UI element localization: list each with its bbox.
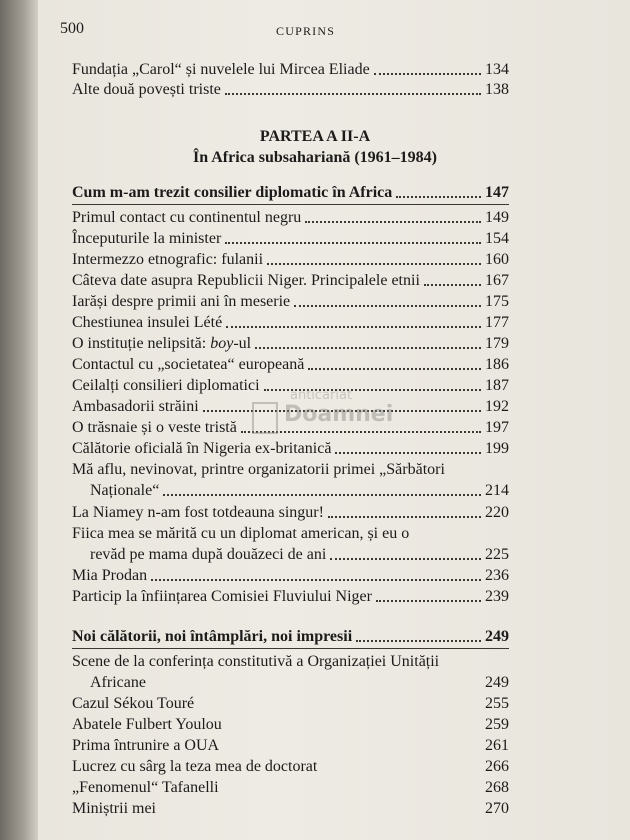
toc-entry (90, 673, 509, 692)
leader-dots (225, 93, 481, 95)
toc-entry-page: 192 (485, 398, 509, 415)
leader-dots (374, 73, 481, 75)
toc-entry (72, 80, 509, 99)
toc-entry-title-line1: Scene de la conferința constitutivă a Organizației Unității (72, 653, 440, 670)
leader-dots (225, 242, 481, 244)
section-rule (72, 204, 509, 205)
toc-entry-title-line1: Mă aflu, nevinovat, printre organizatorii primei „Sărbători (72, 461, 445, 478)
toc-entry-page: 266 (485, 758, 509, 775)
title-part: -ul (233, 335, 252, 352)
toc-entry-page: 197 (485, 419, 509, 436)
leader-dots (294, 305, 481, 307)
toc-entry-page: 187 (485, 377, 509, 394)
section-rule (72, 648, 509, 649)
leader-dots (356, 640, 481, 642)
title-italic: boy (210, 335, 234, 352)
toc-entry (72, 271, 509, 290)
toc-entry-title-line2: Africane (90, 674, 146, 691)
toc-entry-page: 225 (485, 546, 509, 563)
toc-entry-title: Prima întrunire a OUA (72, 737, 220, 754)
toc-entry-title: Ambasadorii străini (72, 398, 199, 415)
toc-entry-title: Abatele Fulbert Youlou (72, 716, 222, 733)
leader-dots (376, 600, 481, 602)
toc-entry-page: 160 (485, 251, 509, 268)
toc-entry-page: 134 (485, 61, 509, 78)
toc-entry (72, 503, 509, 522)
leader-dots (163, 494, 481, 496)
toc-entry (72, 355, 509, 374)
title-part: O instituție nelipsită: (72, 335, 211, 352)
leader-dots (330, 558, 481, 560)
toc-entry-title: Intermezzo etnografic: fulanii (72, 251, 264, 268)
toc-entry-page: 214 (485, 482, 509, 499)
toc-entry (72, 250, 509, 269)
part-title: PARTEA A II-A (259, 128, 371, 145)
toc-entry-page: 220 (485, 504, 509, 521)
toc-entry-page: 270 (485, 800, 509, 817)
toc-entry-title: La Niamey n-am fost totdeauna singur! (72, 504, 324, 521)
toc-entry-title: „Fenomenul“ Tafanelli (72, 779, 219, 796)
leader-dots (305, 221, 481, 223)
book-spine-shadow (0, 0, 38, 840)
toc-entry-page: 167 (485, 272, 509, 289)
toc-entry-page: 177 (485, 314, 509, 331)
toc-entry (90, 481, 509, 500)
toc-entry (72, 566, 509, 585)
toc-entry-title: Miniștrii mei (72, 800, 156, 817)
toc-entry (72, 292, 509, 311)
toc-entry (72, 694, 509, 713)
toc-entry (72, 799, 509, 818)
toc-entry-page: 239 (485, 588, 509, 605)
toc-entry (72, 334, 509, 353)
toc-entry-page: 255 (485, 695, 509, 712)
section-heading (72, 627, 509, 646)
toc-entry (72, 60, 509, 79)
leader-dots (424, 284, 481, 286)
toc-entry-title: Primul contact cu continentul negru (72, 209, 302, 226)
section-title: Cum m-am trezit consilier diplomatic în Africa (72, 184, 393, 201)
leader-dots (226, 326, 481, 328)
leader-dots (328, 516, 481, 518)
toc-entry-page: 261 (485, 737, 509, 754)
section-heading (72, 183, 509, 202)
watermark-logo (252, 388, 392, 448)
toc-entry (72, 736, 509, 755)
toc-entry-title: Începuturile la minister (72, 230, 222, 247)
toc-entry-page: 236 (485, 567, 509, 584)
toc-entry-page: 179 (485, 335, 509, 352)
toc-entry-page: 154 (485, 230, 509, 247)
toc-entry (72, 208, 509, 227)
toc-entry-title: Particip la înființarea Comisiei Fluviului Niger (72, 588, 372, 605)
page-number: 500 (60, 20, 84, 37)
toc-entry-title: Cazul Sékou Touré (72, 695, 195, 712)
part-subtitle: În Africa subsahariană (1961–1984) (192, 149, 438, 166)
toc-entry-title: Ceilalți consilieri diplomatici (72, 377, 260, 394)
section-title: Noi călătorii, noi întâmplări, noi impresii (72, 628, 353, 645)
section-page: 249 (485, 628, 509, 645)
leader-dots (396, 196, 481, 198)
toc-entry-title-line1: Fiica mea se mărită cu un diplomat american, și eu o (72, 525, 410, 542)
toc-entry-title: Contactul cu „societatea“ europeană (72, 356, 305, 373)
running-title: CUPRINS (276, 24, 336, 38)
toc-entry (72, 778, 509, 797)
toc-entry-title-line2: revăd pe mama după douăzeci de ani (90, 546, 327, 563)
toc-entry (72, 587, 509, 606)
watermark-small-text: anticariat (290, 388, 353, 403)
watermark-frame-icon (252, 402, 278, 434)
toc-entry (72, 313, 509, 332)
toc-entry-title: Mia Prodan (72, 567, 148, 584)
toc-entry-page: 199 (485, 440, 509, 457)
toc-entry-page: 186 (485, 356, 509, 373)
leader-dots (151, 579, 481, 581)
toc-entry (72, 229, 509, 248)
toc-entry (72, 757, 509, 776)
toc-entry-title: Chestiunea insulei Lété (72, 314, 223, 331)
toc-entry-page: 149 (485, 209, 509, 226)
toc-entry-title (72, 334, 251, 353)
toc-entry-title: Alte două povești triste (72, 81, 221, 98)
toc-entry-page: 268 (485, 779, 509, 796)
toc-entry-title: O trăsnaie și o veste tristă (72, 419, 237, 436)
toc-entry-page: 138 (485, 81, 509, 98)
toc-entry (90, 545, 509, 564)
toc-entry (72, 715, 509, 734)
toc-entry-page: 249 (485, 674, 509, 691)
leader-dots (308, 368, 481, 370)
toc-entry-page: 175 (485, 293, 509, 310)
toc-entry-title: Fundația „Carol“ și nuvelele lui Mircea Eliade (72, 61, 370, 78)
section-page: 147 (485, 184, 509, 201)
leader-dots (255, 347, 481, 349)
toc-entry-title: Călătorie oficială în Nigeria ex-britanică (72, 440, 332, 457)
toc-entry-title: Iarăși despre primii ani în meserie (72, 293, 291, 310)
leader-dots (335, 452, 481, 454)
toc-entry-title: Câteva date asupra Republicii Niger. Principalele etnii (72, 272, 420, 289)
watermark-big-text: Doamnei (284, 402, 394, 427)
toc-entry-page: 259 (485, 716, 509, 733)
toc-entry-title-line2: Naționale“ (90, 482, 160, 499)
leader-dots (267, 263, 481, 265)
toc-entry-title: Lucrez cu sârg la teza mea de doctorat (72, 758, 318, 775)
